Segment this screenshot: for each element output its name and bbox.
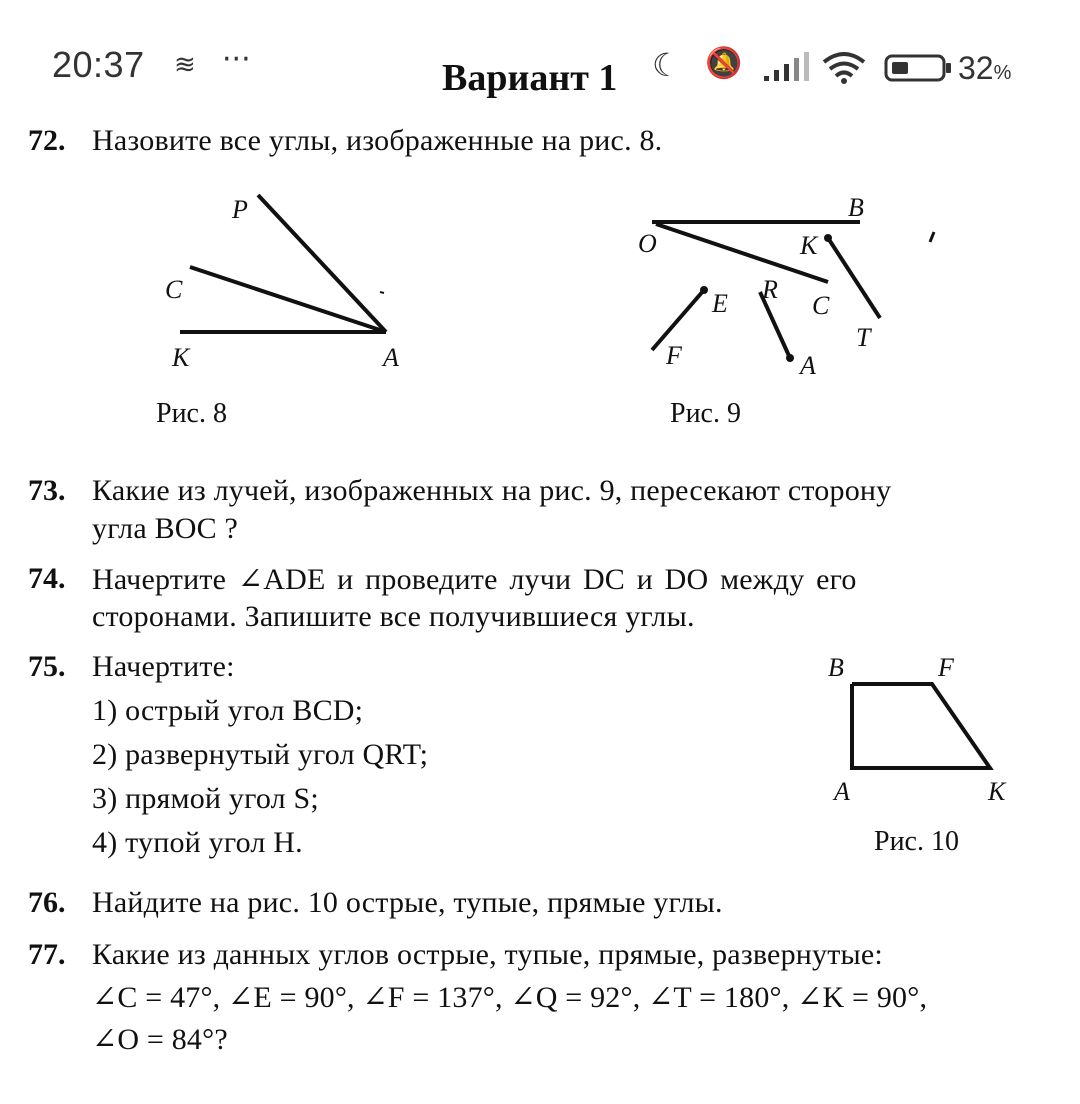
label-K: K [988,777,1006,806]
label-T: T [856,323,871,352]
figure-8-caption: Рис. 8 [156,398,227,429]
label-R: R [762,275,778,304]
label-K: K [172,343,190,372]
problem-74-line-1: Начертите ∠ADE и проведите лучи DC и DO между его [92,563,857,596]
label-P: P [232,195,248,224]
problem-number-73: 73. [28,474,66,507]
problem-74-line-2: сторонами. Запишите все получившиеся углы. [92,600,695,633]
problem-76-text: Найдите на рис. 10 острые, тупые, прямые углы. [92,886,723,919]
status-time: 20:37 [52,44,145,85]
problem-number-74: 74. [28,562,66,595]
problem-number-77: 77. [28,938,66,971]
problem-number-75: 75. [28,650,66,683]
label-A: A [383,343,399,372]
problem-77-line-3: ∠O = 84°? [92,1023,228,1056]
problem-72-text: Назовите все углы, изображенные на рис. 8. [92,124,663,157]
label-A: A [834,777,850,806]
moon-icon: ☾ [652,46,681,84]
label-F: F [666,341,682,370]
problem-75-item-1: 1) острый угол BCD; [92,694,364,727]
problem-75-item-3: 3) прямой угол S; [92,782,319,815]
label-C: C [165,275,183,304]
problem-77-line-2: ∠C = 47°, ∠E = 90°, ∠F = 137°, ∠Q = 92°, ∠T = 180°, ∠K = 90°, [92,981,928,1014]
label-B: B [828,653,844,682]
problem-number-76: 76. [28,886,66,919]
more-dots-icon: ··· [222,42,251,77]
problem-73-line-2: угла BOC ? [92,512,239,545]
label-B: B [848,193,864,222]
page-title: Вариант 1 [442,57,618,99]
figure-10-caption: Рис. 10 [874,826,959,857]
label-O: O [638,229,657,258]
problem-75-line-1: Начертите: [92,650,235,683]
trapezoid-BFKA [852,684,990,768]
problem-number-72: 72. [28,124,66,157]
battery-percent: 32% [958,50,1012,86]
silent-bell-icon: 🔕 [705,46,743,81]
label-F: F [938,653,954,682]
problem-75-item-4: 4) тупой угол H. [92,826,303,859]
label-E: E [712,289,728,318]
problem-75-item-2: 2) развернутый угол QRT; [92,738,429,771]
mute-x-icon: ≋ [174,50,196,80]
label-A: A [800,351,816,380]
label-K: K [800,231,818,260]
label-C: C [812,291,830,320]
figure-9-caption: Рис. 9 [670,398,741,429]
problem-77-line-1: Какие из данных углов острые, тупые, прямые, развернутые: [92,938,883,971]
problem-73-line-1: Какие из лучей, изображенных на рис. 9, пересекают сторону [92,474,892,507]
